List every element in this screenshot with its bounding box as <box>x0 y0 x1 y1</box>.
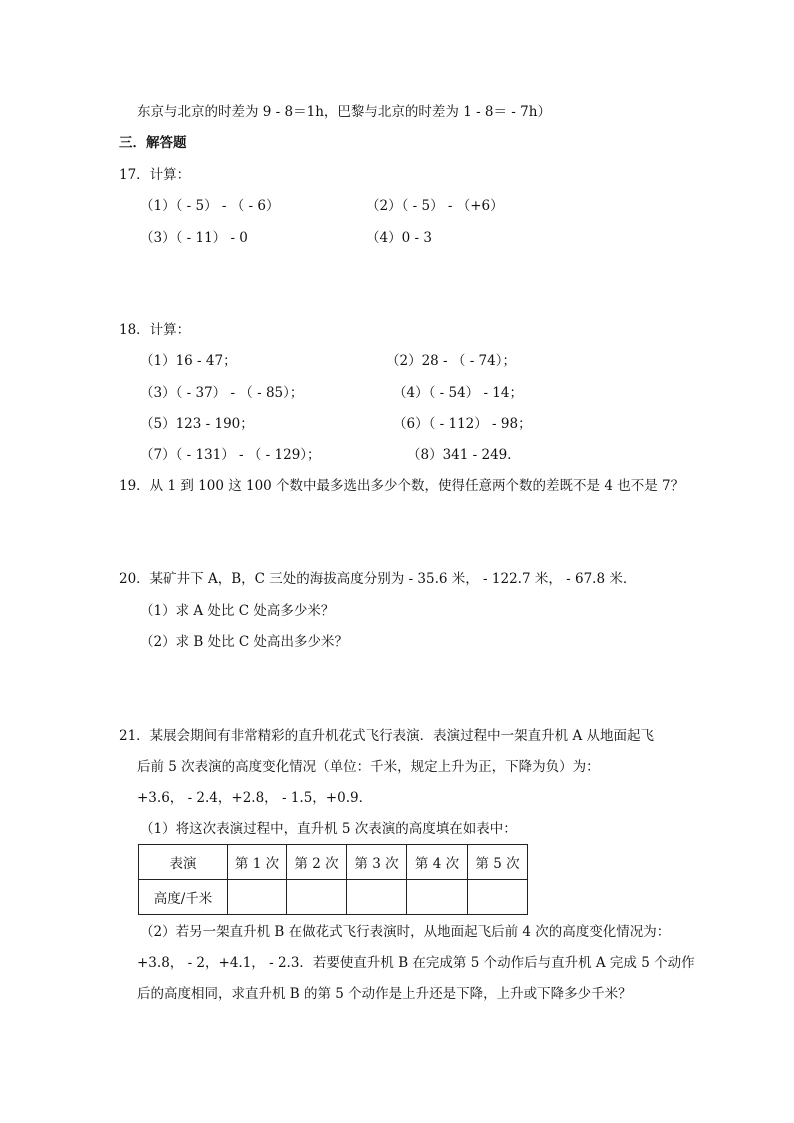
q17-item-2: （2）（ - 5） - （+6） <box>366 198 504 214</box>
table-header-cell: 第 3 次 <box>347 845 407 880</box>
q19-text: 19．从 1 到 100 这 100 个数中最多选出多少个数，使得任意两个数的差既不是 4 也不是 7？ <box>119 478 685 494</box>
table-cell-empty[interactable] <box>468 880 528 915</box>
section-title: 三．解答题 <box>119 135 187 151</box>
q18-item-6: （6）（ - 112） - 98； <box>393 416 532 432</box>
q21-sub1: （1）将这次表演过程中，直升机 5 次表演的高度填在如表中： <box>140 821 517 837</box>
table-header-cell: 第 5 次 <box>468 845 528 880</box>
q18-item-2: （2）28 - （ - 74）； <box>386 353 516 369</box>
table-row <box>139 880 528 915</box>
q18-item-8: （8）341 - 249． <box>407 447 521 463</box>
table-cell-empty[interactable] <box>287 880 347 915</box>
table-header-cell: 第 4 次 <box>407 845 468 880</box>
table-header-cell: 第 1 次 <box>228 845 287 880</box>
q18-item-5: （5）123 - 190； <box>140 416 254 432</box>
q18-title: 18．计算： <box>119 322 191 338</box>
q21-sub2-line2: +3.8， - 2，+4.1， - 2.3．若要使直升机 B 在完成第 5 个动作后与直升机 A 完成 5 个动作 <box>137 955 695 971</box>
q21-line3: +3.6， - 2.4，+2.8， - 1.5，+0.9． <box>137 790 373 806</box>
q21-sub2-line3: 后的高度相同，求直升机 B 的第 5 个动作是上升还是下降，上升或下降多少千米？ <box>137 986 632 1002</box>
q18-item-4: （4）（ - 54） - 14； <box>393 385 523 401</box>
table-header-cell: 表演 <box>139 845 228 880</box>
table-cell-empty[interactable] <box>347 880 407 915</box>
q20-sub2: （2）求 B 处比 C 处高出多少米？ <box>140 634 349 650</box>
q17-item-1: （1）（ - 5） - （ - 6） <box>140 198 280 214</box>
q17-item-4: （4）0 - 3 <box>366 230 432 246</box>
intro-line: 东京与北京的时差为 9 - 8＝1h，巴黎与北京的时差为 1 - 8＝ - 7h） <box>137 104 551 120</box>
q21-line2: 后前 5 次表演的高度变化情况（单位：千米，规定上升为正，下降为负）为： <box>137 759 600 775</box>
q18-item-1: （1）16 - 47； <box>140 353 237 369</box>
table-header-row <box>139 845 528 880</box>
q21-sub2-line1: （2）若另一架直升机 B 在做花式飞行表演时，从地面起飞后前 4 次的高度变化情况为： <box>140 924 671 940</box>
table-cell-empty[interactable] <box>407 880 468 915</box>
table-cell-empty[interactable] <box>228 880 287 915</box>
table-row-label: 高度/千米 <box>139 880 228 915</box>
q17-item-3: （3）（ - 11） - 0 <box>140 230 248 246</box>
q18-item-3: （3）（ - 37） - （ - 85）； <box>140 385 304 401</box>
q20-sub1: （1）求 A 处比 C 处高多少米？ <box>140 603 335 619</box>
table-header-cell: 第 2 次 <box>287 845 347 880</box>
q17-title: 17．计算： <box>119 167 191 183</box>
q21-line1: 21．某展会期间有非常精彩的直升机花式飞行表演．表演过程中一架直升机 A 从地面起飞 <box>119 728 655 744</box>
q18-item-7: （7）（ - 131） - （ - 129）； <box>140 447 321 463</box>
q20-stem: 20．某矿井下 A，B，C 三处的海拔高度分别为 - 35.6 米， - 122.7 米， - 67.8 米． <box>119 571 637 587</box>
performance-table <box>138 844 528 915</box>
